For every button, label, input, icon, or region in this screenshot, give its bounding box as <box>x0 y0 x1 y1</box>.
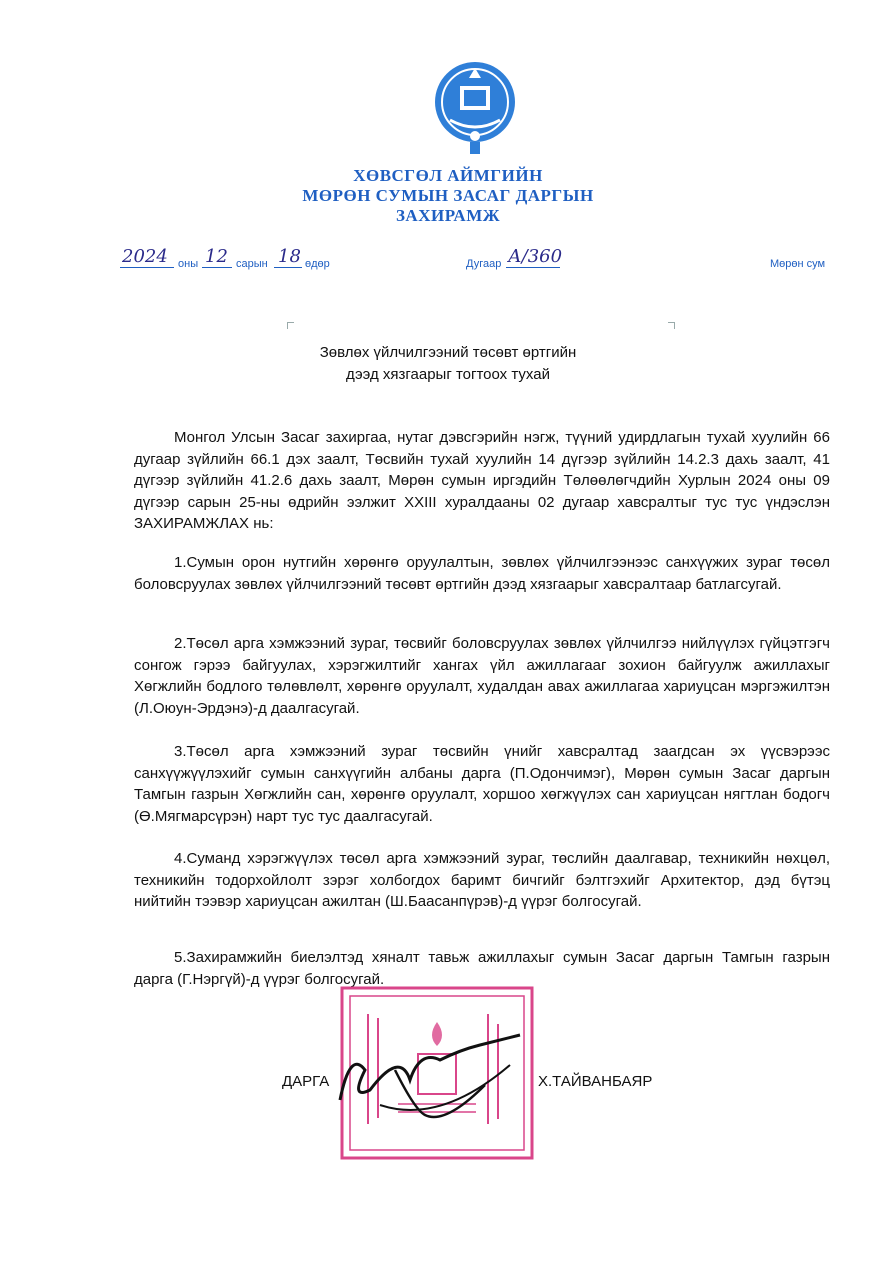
header-document-type: ЗАХИРАМЖ <box>395 206 501 225</box>
paragraph-item-5: 5.Захирамжийн биелэлтэд хяналт тавьж ажиллахыг сумын Засаг даргын Тамгын газрын дарга (Г.Нэргүй)-д үүрэг болгосугай. <box>134 949 830 988</box>
paragraph-item-3: 3.Төсөл арга хэмжээний зураг төсвийн үнийг хавсралтад заагдсан эх үүсвэрээс санхүүжүүлэхийг сумын санхүүгийн албаны дарга (П.Одончимэг), Мөрөн сумын Засаг даргын Тамгын газрын Хөгжлийн сан, хөрөнгө оруулалт, хоршоо хөгжүүлэх сан хариуцсан нягтлан бодогч (Ө.Мягмарсүрэн) нарт тус тус даалгасугай. <box>134 743 830 825</box>
header-aimag: ХӨВСГӨЛ АЙМГИЙН <box>353 166 543 185</box>
subject-line-2: дээд хязгаарыг тогтоох тухай <box>346 366 550 383</box>
paragraph-item-4: 4.Суманд хэрэгжүүлэх төсөл арга хэмжээний зураг, төслийн даалгавар, техникийн нөхцөл, техникийн тодорхойлолт зэрэг холбогдох баримт бичгийг бэлтгэхийг Архитектор, дэд бүтэц нийтийн тээвэр хариуцсан ажилтан (Ш.Баасанпүрэв)-д үүрэг болгосугай. <box>134 850 830 910</box>
number-label: Дугаар <box>466 258 502 270</box>
date-month-suffix: сарын <box>236 258 268 270</box>
paragraph-preamble: Монгол Улсын Засаг захиргаа, нутаг дэвсгэрийн нэгж, түүний удирдлагын тухай хуулийн 66 дугаар зүйлийн 66.1 дэх заалт, Төсвийн тухай хуулийн 14 дүгээр зүйлийн 14.2.3 дахь заалт, 41 дүгээр зүйлийн 41.2.6 дахь заалт, Мөрөн сумын иргэдийн Төлөөлөгчдийн Хурлын 2024 оны 09 дүгээр сарын 25-ны өдрийн ээлжит XXIII хуралдааны 02 дугаар хавсралтыг тус тус үндэслэн ЗАХИРАМЖЛАХ нь: <box>134 429 830 532</box>
place-name: Мөрөн сум <box>770 258 826 270</box>
document-meta-line <box>0 246 896 274</box>
date-year-suffix: оны <box>178 258 199 270</box>
number-value: А/360 <box>508 246 563 267</box>
date-day-suffix: өдөр <box>305 258 330 270</box>
paragraph-item-2: 2.Төсөл арга хэмжээний зураг, төсвийг боловсруулах зөвлөх үйлчилгээ нийлүүлэх гүйцэтгэгч сонгож гэрээ байгуулах, хэрэгжилтийг хангах үйл ажиллагааг зохион байгуулж ажиллахыг Хөгжлийн бодлого төлөвлөлт, хөрөнгө оруулалт, худалдан авах ажиллагаа хариуцсан мэргэжилтэн (Л.Оюун-Эрдэнэ)-д даалгасугай. <box>134 635 830 717</box>
date-month: 12 <box>205 246 228 267</box>
subject-corner-right <box>668 322 675 329</box>
date-day: 18 <box>278 246 301 267</box>
subject-corner-left <box>287 322 294 329</box>
subject-line-1: Зөвлөх үйлчилгээний төсөвт өртгийн <box>319 344 577 361</box>
state-emblem-icon <box>430 50 520 160</box>
handwritten-signature-icon <box>335 1030 550 1130</box>
header-sum-governor: МӨРӨН СУМЫН ЗАСАГ ДАРГЫН <box>302 186 594 205</box>
date-year: 2024 <box>122 246 168 267</box>
signature-name: Х.ТАЙВАНБАЯР <box>538 1073 653 1090</box>
signature-role: ДАРГА <box>282 1073 330 1090</box>
paragraph-item-1: 1.Сумын орон нутгийн хөрөнгө оруулалтын, зөвлөх үйлчилгээнээс санхүүжих зураг төсөл боловсруулах зөвлөх үйлчилгээний төсөвт өртгийн дээд хязгаарыг хавсралтаар батлагсугай. <box>134 554 830 593</box>
